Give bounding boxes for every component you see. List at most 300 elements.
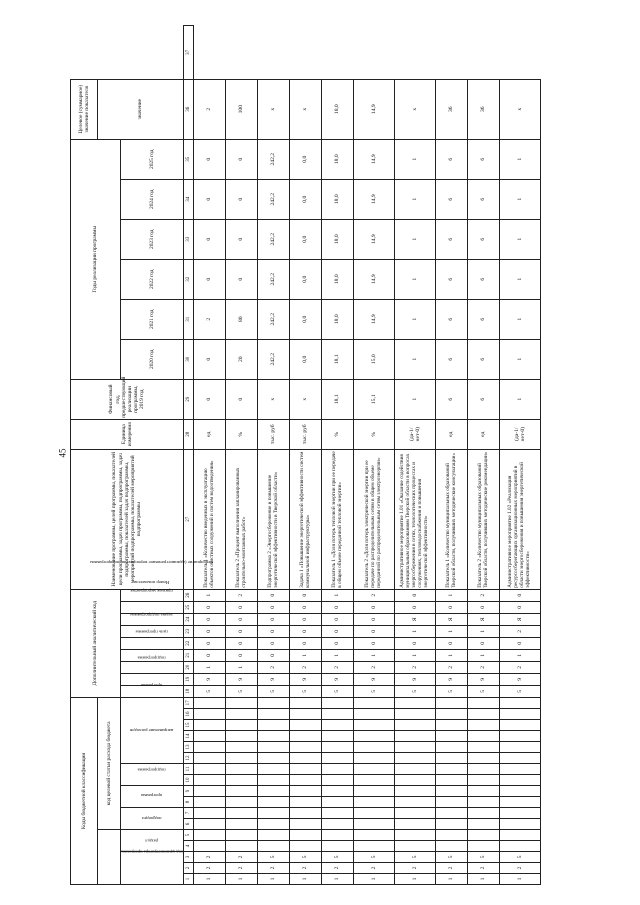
col-number: 19: [184, 673, 194, 685]
row-base-value: 6: [468, 379, 500, 419]
code-cell: [500, 709, 541, 720]
row-name: Показатель 2 «Доля потерь электрической энергии при ее передаче по распределительным сетям в общем объеме переданной по распределительным сетям электроэнергии»: [354, 449, 395, 589]
row-year-value: 242,2: [258, 219, 290, 259]
code-cell: 5: [258, 852, 290, 863]
code-cell: [436, 753, 468, 764]
code-cell: [500, 819, 541, 830]
col-number: 34: [184, 179, 194, 219]
code-cell: 2: [258, 661, 290, 673]
col-number: 25: [184, 601, 194, 613]
row-base-value: 18,1: [322, 379, 354, 419]
code-cell: 0: [194, 613, 226, 625]
code-cell: [194, 775, 226, 786]
row-year-value: 6: [436, 299, 468, 339]
code-cell: 0: [258, 637, 290, 649]
code-cell: 1: [194, 589, 226, 601]
code-cell: [194, 731, 226, 742]
program-indicators-table: [70, 25, 541, 885]
code-cell: [290, 775, 322, 786]
row-year-value: 14,9: [354, 139, 395, 179]
code-cell: [226, 797, 258, 808]
code-cell: 2: [500, 863, 541, 874]
code-cell: [226, 819, 258, 830]
row-name: Показатель 2 «Количество муниципальных образований Тверской области, получивших методические рекомендации»: [468, 449, 500, 589]
col-number: 31: [184, 299, 194, 339]
row-target-value: х: [290, 79, 322, 139]
code-cell: [395, 797, 436, 808]
header-extra-col: [121, 655, 184, 673]
code-cell: [468, 731, 500, 742]
code-cell: 0: [258, 625, 290, 637]
code-cell: [500, 720, 541, 731]
header-year: 2021 год: [121, 299, 184, 339]
col-number: 8: [184, 797, 194, 808]
code-cell: 5: [258, 685, 290, 697]
code-cell: 0: [354, 625, 395, 637]
row-year-value: 1: [395, 219, 436, 259]
row-year-value: 1: [500, 299, 541, 339]
col-number: 5: [184, 830, 194, 841]
code-cell: [322, 808, 354, 819]
code-cell: [322, 709, 354, 720]
code-cell: [290, 764, 322, 775]
row-year-value: 1: [500, 179, 541, 219]
code-cell: [226, 775, 258, 786]
code-cell: [258, 709, 290, 720]
row-name: Подпрограмма 2 «Энергосбережение и повышение энергетической эффективности в Тверской области»: [258, 449, 290, 589]
row-year-value: 6: [468, 259, 500, 299]
row-unit: (да-1/ нет-0): [500, 419, 541, 449]
code-cell: 0: [226, 637, 258, 649]
row-year-value: 6: [436, 339, 468, 379]
code-cell: [354, 709, 395, 720]
row-year-value: 0,0: [290, 259, 322, 299]
code-cell: 9: [354, 673, 395, 685]
code-cell: [436, 709, 468, 720]
row-target-value: 2: [194, 79, 226, 139]
code-cell: [194, 819, 226, 830]
code-cell: 5: [436, 852, 468, 863]
code-cell: 2: [468, 863, 500, 874]
code-cell: 5: [226, 685, 258, 697]
code-cell: 0: [468, 601, 500, 613]
code-cell: [354, 753, 395, 764]
code-cell: 0: [354, 601, 395, 613]
code-cell: 5: [322, 685, 354, 697]
header-program: [121, 786, 184, 808]
code-cell: 0: [500, 601, 541, 613]
code-cell: 2: [500, 661, 541, 673]
code-cell: 0: [226, 649, 258, 661]
code-cell: [500, 797, 541, 808]
code-cell: 1: [468, 625, 500, 637]
code-cell: 1: [395, 625, 436, 637]
code-cell: 2: [395, 661, 436, 673]
code-cell: 9: [436, 673, 468, 685]
code-cell: [258, 720, 290, 731]
code-cell: [395, 731, 436, 742]
code-cell: [395, 830, 436, 841]
code-cell: [436, 742, 468, 753]
row-year-value: 0: [194, 339, 226, 379]
code-cell: 9: [290, 673, 322, 685]
code-cell: 0: [354, 637, 395, 649]
header-extra-col: подпрограмма: [137, 655, 166, 661]
code-cell: 0: [194, 649, 226, 661]
header-year: 2024 год: [121, 179, 184, 219]
code-cell: [436, 841, 468, 852]
code-cell: [500, 731, 541, 742]
code-cell: [436, 697, 468, 708]
code-cell: 5: [354, 852, 395, 863]
header-target-value: значение: [98, 79, 184, 139]
code-cell: [194, 753, 226, 764]
code-cell: [258, 841, 290, 852]
row-unit: ед: [436, 419, 468, 449]
code-cell: 1: [194, 874, 226, 885]
row-year-value: 1: [395, 339, 436, 379]
code-cell: 1: [436, 625, 468, 637]
page-number: 45: [57, 448, 68, 458]
header-direction: [121, 697, 184, 763]
code-cell: [468, 808, 500, 819]
code-cell: Я: [500, 613, 541, 625]
code-cell: [194, 742, 226, 753]
row-year-value: 2: [194, 299, 226, 339]
code-cell: [354, 786, 395, 797]
code-cell: [395, 753, 436, 764]
code-cell: 5: [290, 852, 322, 863]
code-cell: [395, 808, 436, 819]
code-cell: 9: [322, 673, 354, 685]
row-year-value: 242,2: [258, 339, 290, 379]
code-cell: 0: [258, 589, 290, 601]
code-cell: [290, 731, 322, 742]
code-cell: [226, 841, 258, 852]
code-cell: [436, 819, 468, 830]
col-number: 12: [184, 753, 194, 764]
code-cell: 0: [354, 613, 395, 625]
code-cell: [436, 775, 468, 786]
row-year-value: 1: [395, 139, 436, 179]
header-section: раздел: [145, 838, 158, 844]
code-cell: [322, 753, 354, 764]
code-cell: [354, 830, 395, 841]
code-cell: 5: [322, 852, 354, 863]
row-base-value: 6: [436, 379, 468, 419]
code-cell: 1: [290, 874, 322, 885]
code-cell: [436, 830, 468, 841]
code-cell: 2: [194, 863, 226, 874]
code-cell: [290, 742, 322, 753]
col-number: 33: [184, 219, 194, 259]
row-year-value: 1: [500, 339, 541, 379]
code-cell: [322, 742, 354, 753]
code-cell: [395, 709, 436, 720]
code-cell: 5: [354, 685, 395, 697]
row-year-value: 242,2: [258, 139, 290, 179]
code-cell: [322, 841, 354, 852]
code-cell: [226, 742, 258, 753]
code-cell: 2: [436, 661, 468, 673]
row-unit: тыс. руб: [290, 419, 322, 449]
col-number: 28: [184, 419, 194, 449]
code-cell: [354, 808, 395, 819]
code-cell: [226, 830, 258, 841]
code-cell: [436, 797, 468, 808]
row-year-value: 18,0: [322, 299, 354, 339]
code-cell: 1: [226, 661, 258, 673]
row-year-value: 1: [395, 179, 436, 219]
code-cell: [500, 830, 541, 841]
table-row: [258, 26, 290, 885]
row-year-value: 6: [436, 139, 468, 179]
table-row: [322, 26, 354, 885]
row-year-value: 0: [226, 219, 258, 259]
code-cell: [468, 697, 500, 708]
header-year: 2025 год: [121, 139, 184, 179]
code-cell: [322, 775, 354, 786]
code-cell: [290, 819, 322, 830]
row-year-value: 1: [500, 139, 541, 179]
row-year-value: 0: [194, 139, 226, 179]
code-cell: [500, 697, 541, 708]
col-number: 13: [184, 742, 194, 753]
col-number: 18: [184, 685, 194, 697]
row-year-value: 0: [226, 179, 258, 219]
code-cell: 0: [226, 613, 258, 625]
code-cell: [194, 720, 226, 731]
code-cell: 9: [395, 673, 436, 685]
code-cell: 0: [500, 637, 541, 649]
col-number: 7: [184, 808, 194, 819]
row-year-value: 6: [468, 299, 500, 339]
code-cell: 0: [258, 649, 290, 661]
col-number: 35: [184, 139, 194, 179]
header-name: Наименование программы, целей программы, показателей цели программы, задач программы, подпрограммы, задач подпрограммы, показателей задач подпрограммы, мероприятий подпрограммы, показателей мероприятий подпрограммы: [71, 449, 184, 589]
row-year-value: 0: [194, 179, 226, 219]
row-year-value: 0: [226, 259, 258, 299]
code-cell: [395, 775, 436, 786]
code-cell: 0: [290, 589, 322, 601]
header-extra-col: [121, 682, 184, 697]
code-cell: [258, 819, 290, 830]
row-name: Показатель 2 «Процент выполнения запланированных строительно-монтажных работ»: [226, 449, 258, 589]
row-name: Задача 1 «Повышение энергетической эффективности систем коммунальной инфраструктуры»: [290, 449, 322, 589]
code-cell: [290, 709, 322, 720]
code-cell: [395, 786, 436, 797]
code-cell: [258, 753, 290, 764]
code-cell: 0: [322, 613, 354, 625]
code-cell: [354, 697, 395, 708]
row-year-value: 6: [468, 139, 500, 179]
row-base-value: 1: [395, 379, 436, 419]
code-cell: 2: [468, 589, 500, 601]
row-year-value: 1: [395, 259, 436, 299]
code-cell: 1: [500, 874, 541, 885]
code-cell: 2: [194, 852, 226, 863]
code-cell: 1: [436, 649, 468, 661]
table-row: [226, 26, 258, 885]
col-number: 23: [184, 625, 194, 637]
code-cell: [258, 731, 290, 742]
code-cell: [194, 808, 226, 819]
code-cell: 0: [436, 637, 468, 649]
code-cell: 1: [322, 874, 354, 885]
code-cell: [468, 819, 500, 830]
code-cell: 1: [194, 661, 226, 673]
row-target-value: 14,9: [354, 79, 395, 139]
code-cell: [468, 753, 500, 764]
code-cell: 0: [322, 625, 354, 637]
code-cell: [436, 808, 468, 819]
row-year-value: 14,9: [354, 299, 395, 339]
code-cell: 0: [436, 601, 468, 613]
col-number: 9: [184, 786, 194, 797]
code-cell: [194, 709, 226, 720]
row-year-value: 18,0: [322, 259, 354, 299]
code-cell: [354, 720, 395, 731]
header-extra-col: мероприятие (административное мероприятие) подпрограммы: [90, 560, 213, 565]
row-year-value: 18,1: [322, 339, 354, 379]
code-cell: 5: [468, 685, 500, 697]
col-number: 21: [184, 649, 194, 661]
code-cell: [500, 841, 541, 852]
row-year-value: 6: [436, 179, 468, 219]
code-cell: 0: [194, 601, 226, 613]
code-cell: 0: [258, 601, 290, 613]
col-number: 30: [184, 339, 194, 379]
code-cell: [258, 775, 290, 786]
code-cell: 2: [354, 863, 395, 874]
code-cell: Я: [395, 613, 436, 625]
row-year-value: 242,2: [258, 299, 290, 339]
row-year-value: 0,0: [290, 139, 322, 179]
code-cell: [354, 731, 395, 742]
code-cell: 2: [500, 625, 541, 637]
row-year-value: 0: [194, 259, 226, 299]
table-row: [395, 26, 436, 885]
row-unit: (да-1/ нет-0): [395, 419, 436, 449]
row-year-value: 6: [436, 259, 468, 299]
col-number: 14: [184, 731, 194, 742]
code-cell: [258, 797, 290, 808]
header-extra-col: задача подпрограммы: [130, 612, 173, 618]
row-year-value: 6: [468, 179, 500, 219]
code-cell: 2: [354, 661, 395, 673]
code-cell: [322, 797, 354, 808]
code-cell: [436, 786, 468, 797]
code-cell: Я: [468, 613, 500, 625]
code-cell: 9: [194, 673, 226, 685]
row-year-value: 14,9: [354, 179, 395, 219]
code-cell: [354, 797, 395, 808]
code-cell: [226, 753, 258, 764]
code-cell: [226, 731, 258, 742]
code-cell: [226, 764, 258, 775]
code-cell: 9: [258, 673, 290, 685]
row-target-value: 18,0: [322, 79, 354, 139]
code-cell: [395, 720, 436, 731]
row-year-value: 6: [436, 219, 468, 259]
col-number: 20: [184, 661, 194, 673]
code-cell: 0: [194, 625, 226, 637]
row-base-value: х: [290, 379, 322, 419]
col-number: 16: [184, 709, 194, 720]
row-name: Показатель 1 «Количество введенных в эксплуатацию объектов очистных сооружений и систем водоотведения»: [194, 449, 226, 589]
code-cell: [354, 819, 395, 830]
row-year-value: 0,0: [290, 339, 322, 379]
code-cell: [500, 808, 541, 819]
code-cell: [468, 742, 500, 753]
header-extra-code: Дополнительный аналитический код: [71, 589, 121, 697]
code-cell: 0: [468, 637, 500, 649]
header-years: Годы реализации программы: [71, 139, 121, 379]
code-cell: 5: [194, 685, 226, 697]
col-number: 11: [184, 764, 194, 775]
col-number: 26: [184, 589, 194, 601]
row-target-value: х: [500, 79, 541, 139]
code-cell: [322, 720, 354, 731]
row-year-value: 6: [468, 219, 500, 259]
header-budget-sub: код целевой статьи расхода бюджета: [98, 697, 121, 829]
header-program: программа: [140, 793, 162, 799]
code-cell: [322, 731, 354, 742]
code-cell: [395, 742, 436, 753]
row-unit: тыс. руб: [258, 419, 290, 449]
code-cell: [468, 720, 500, 731]
code-cell: 1: [258, 874, 290, 885]
row-name: Административное мероприятие 1.02 «Реализация ресурсосберегающих организационных мероприятий в области энергосбережения и повышения энергетической эффективности»: [500, 449, 541, 589]
row-base-value: 15,1: [354, 379, 395, 419]
code-cell: [258, 742, 290, 753]
code-cell: [194, 764, 226, 775]
table-row: [500, 26, 541, 885]
code-cell: 9: [500, 673, 541, 685]
code-cell: 1: [354, 874, 395, 885]
row-year-value: 1: [395, 299, 436, 339]
code-cell: [500, 764, 541, 775]
code-cell: [226, 720, 258, 731]
header-admin-code: [120, 849, 184, 885]
code-cell: 1: [354, 649, 395, 661]
code-cell: [468, 764, 500, 775]
code-cell: [395, 697, 436, 708]
code-cell: [258, 808, 290, 819]
code-cell: [468, 775, 500, 786]
row-unit: %: [322, 419, 354, 449]
row-year-value: 0,0: [290, 179, 322, 219]
code-cell: [226, 709, 258, 720]
table-cell: [98, 830, 121, 885]
code-cell: 0: [322, 637, 354, 649]
code-cell: 2: [290, 661, 322, 673]
code-cell: [290, 830, 322, 841]
header-year: 2022 год: [121, 259, 184, 299]
code-cell: 1: [468, 874, 500, 885]
code-cell: 2: [290, 863, 322, 874]
code-cell: [194, 797, 226, 808]
col-number: 22: [184, 637, 194, 649]
code-cell: [500, 753, 541, 764]
header-extra-col: [121, 629, 184, 649]
code-cell: [500, 786, 541, 797]
code-cell: [290, 786, 322, 797]
code-cell: [322, 819, 354, 830]
code-cell: [436, 731, 468, 742]
code-cell: 0: [194, 637, 226, 649]
row-year-value: 18,0: [322, 219, 354, 259]
